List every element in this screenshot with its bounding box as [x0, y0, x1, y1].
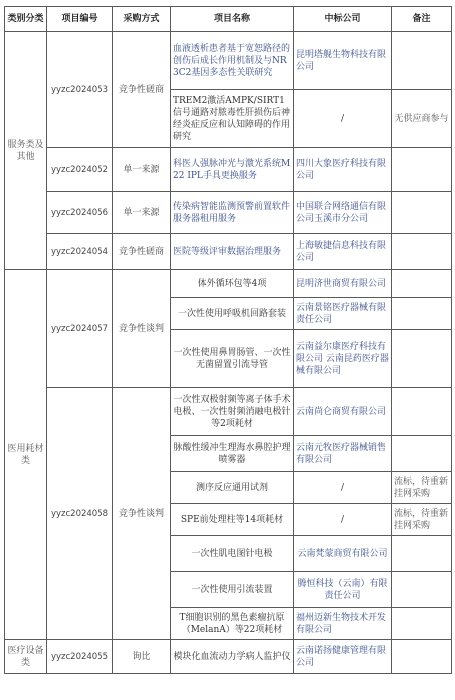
project-name: 测序反应通用试剂 [171, 472, 294, 504]
note [392, 148, 452, 192]
project-name: 一次性使用引流装置 [171, 572, 294, 608]
procurement-method: 单一来源 [113, 192, 171, 234]
winning-company: 云南景铭医疗器械有限责任公司 [294, 298, 392, 330]
procurement-method: 竞争性磋商 [113, 234, 171, 270]
header-code: 项目编号 [47, 7, 113, 32]
project-name: 模块化血流动力学病人监护仪 [171, 640, 294, 674]
note: 流标，待重新挂网采购 [392, 504, 452, 536]
note [392, 32, 452, 90]
header-winner: 中标公司 [294, 7, 392, 32]
table-row [5, 148, 452, 192]
winning-company: 云南诺扬健康管理有限公司 [294, 640, 392, 674]
note [392, 298, 452, 330]
project-name: 医院等级评审数据治理服务 [171, 234, 294, 270]
project-code: yyzc2024053 [47, 32, 113, 148]
note [392, 608, 452, 640]
project-name: 一次性使用鼻胃肠管、一次性无菌留置引流导管 [171, 330, 294, 388]
note: 流标，待重新挂网采购 [392, 472, 452, 504]
winning-company: 昆明济世商贸有限公司 [294, 270, 392, 298]
header-category: 类别分类 [5, 7, 47, 32]
project-name: 一次性使用呼吸机回路套装 [171, 298, 294, 330]
note: 无供应商参与 [392, 90, 452, 148]
winning-company: 中国联合网络通信有限公司玉溪市分公司 [294, 192, 392, 234]
category-cell: 医用耗材类 [5, 270, 47, 640]
category-cell: 医疗设备类 [5, 640, 47, 674]
table-row [5, 234, 452, 270]
project-name: TREM2激活AMPK/SIRT1信号通路对脓毒性肝损伤后神经炎症反应和认知障碍的作用研究 [171, 90, 294, 148]
procurement-method: 竞争性谈判 [113, 270, 171, 388]
note [392, 270, 452, 298]
note [392, 572, 452, 608]
project-name: 一次性双极射频等离子体手术电极、一次性射频消融电极针等2项耗材 [171, 388, 294, 436]
table-row [5, 640, 452, 674]
winning-company: 腾恒科技（云南）有限责任公司 [294, 572, 392, 608]
note [392, 536, 452, 572]
project-name: 科医人强脉冲光与激光系统M22 IPL手具更换服务 [171, 148, 294, 192]
project-code: yyzc2024055 [47, 640, 113, 674]
procurement-method: 询比 [113, 640, 171, 674]
table-row [5, 192, 452, 234]
note [392, 330, 452, 388]
note [392, 192, 452, 234]
winning-company: 云南梵蒙商贸有限公司 [294, 536, 392, 572]
winning-company: 云南益尔康医疗科技有限公司 云南昆药医疗器械有限公司 [294, 330, 392, 388]
table-row [5, 32, 452, 90]
procurement-method: 竞争性磋商 [113, 32, 171, 148]
header-note: 备注 [392, 7, 452, 32]
winning-company: / [294, 472, 392, 504]
category-cell: 服务类及其他 [5, 32, 47, 270]
header-project-name: 项目名称 [171, 7, 294, 32]
project-name: T细胞识别的黑色素瘤抗原（MelanA）等22项耗材 [171, 608, 294, 640]
project-name: 体外循环包等4项 [171, 270, 294, 298]
procurement-method: 单一来源 [113, 148, 171, 192]
procurement-method: 竞争性谈判 [113, 388, 171, 640]
note [392, 436, 452, 472]
project-name: 传染病智能监测预警前置软件服务器租用服务 [171, 192, 294, 234]
winning-company: / [294, 504, 392, 536]
header-method: 采购方式 [113, 7, 171, 32]
note [392, 640, 452, 674]
winning-company: 上海敏捷信息科技有限公司 [294, 234, 392, 270]
table-header-row [5, 7, 452, 32]
winning-company: 云南元牧医疗器械销售有限公司 [294, 436, 392, 472]
project-code: yyzc2024054 [47, 234, 113, 270]
note [392, 234, 452, 270]
project-name: SPE前处理柱等14项耗材 [171, 504, 294, 536]
note [392, 388, 452, 436]
project-name: 血液透析患者基于宽恕路径的创伤后成长作用机制及与NR3C2基因多态性关联研究 [171, 32, 294, 90]
project-name: 脉酸性缓冲生理海水鼻腔护理喷雾器 [171, 436, 294, 472]
project-code: yyzc2024057 [47, 270, 113, 388]
table-row [5, 270, 452, 298]
winning-company: 云南尚仑商贸有限公司 [294, 388, 392, 436]
procurement-table [4, 6, 452, 674]
project-code: yyzc2024056 [47, 192, 113, 234]
winning-company: / [294, 90, 392, 148]
table-row [5, 388, 452, 436]
winning-company: 昆明塔舰生物科技有限公司 [294, 32, 392, 90]
winning-company: 福州迈新生物技术开发有限公司 [294, 608, 392, 640]
project-name: 一次性肌电图针电极 [171, 536, 294, 572]
winning-company: 四川大象医疗科技有限公司 [294, 148, 392, 192]
project-code: yyzc2024058 [47, 388, 113, 640]
project-code: yyzc2024052 [47, 148, 113, 192]
